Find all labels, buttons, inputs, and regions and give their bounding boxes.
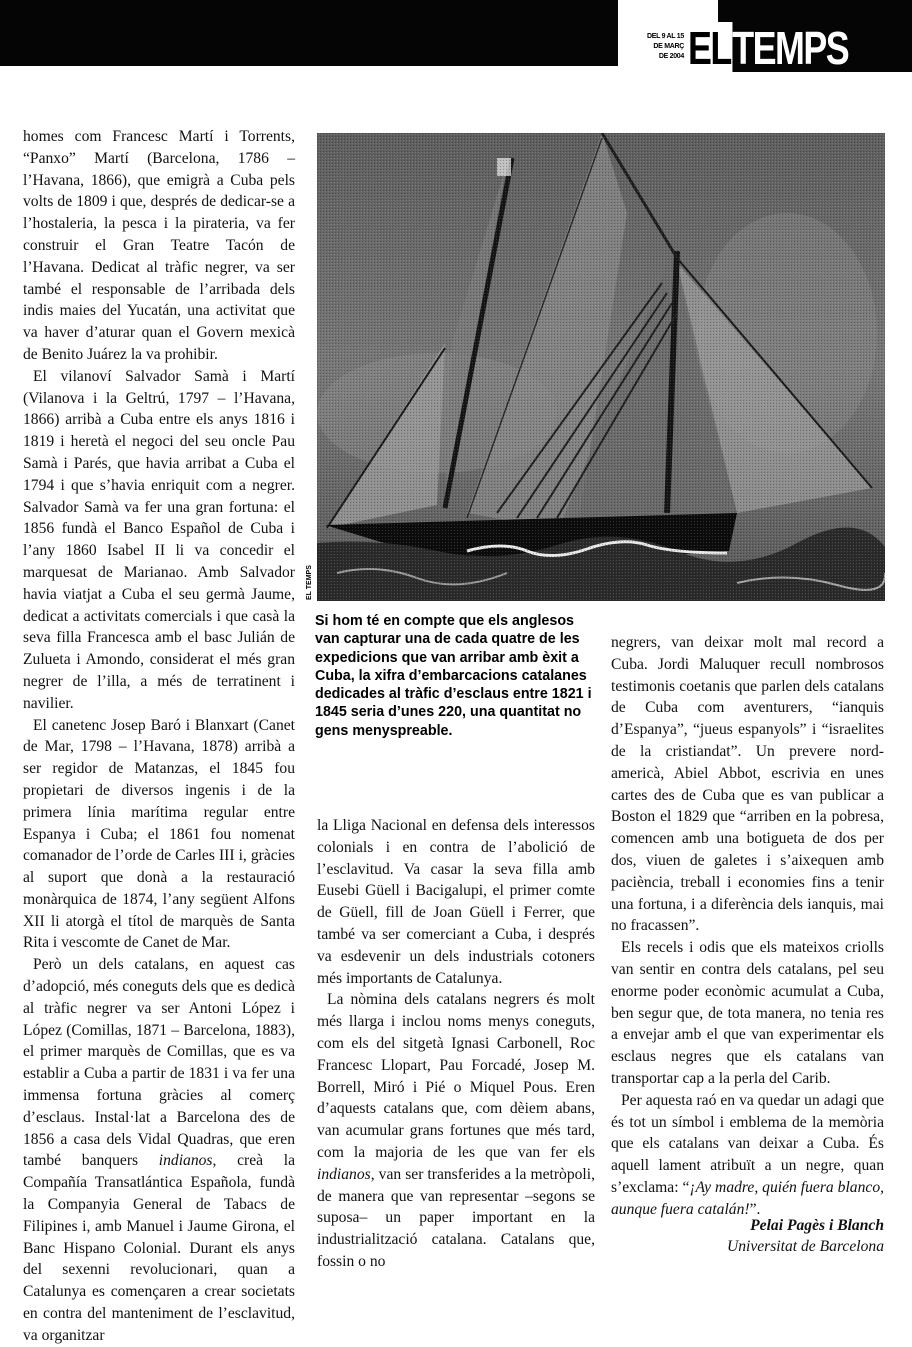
text-run: La nòmina dels catalans negrers és molt més llarga i inclou noms menys coneguts, com els del sitgetà Ignasi Carbonell, Roc Francesc Llopart, Pau Forcadé, Josep M. Borrell, Miró i Pié o Miquel Pous. Eren d’aquests catalans que, com dèiem abans, van acumular grans fortunes que més tard, com la majoria de les que van fer els <box>317 991 595 1161</box>
logo-temps: TEMPS <box>732 22 849 74</box>
paragraph: El canetenc Josep Baró i Blanxart (Canet de Mar, 1798 – l’Havana, 1878) arribà a ser regidor de Matanzas, el 1845 fou propietari de diversos ingenis i de la primera línia marítima regular entre Espanya i Cuba; el 1861 fou nomenat comanador de l’orde de Carles III i, gràcies al suport que donà a la restauració monàrquica de 1874, l’any següent Alfons XII li atorgà el títol de marquès de Santa Rita i vescomte de Canet de Mar. <box>23 716 295 952</box>
paragraph: homes com Francesc Martí i Torrents, “Panxo” Martí (Barcelona, 1786 – l’Havana, 1866), que emigrà a Cuba pels volts de 1809 i que, després de dedicar-se a l’hostaleria, la pesca i la pirateria, va fer construir el Gran Teatre Tacón de l’Havana. Dedicat al tràfic negrer, va ser també el responsable de l’arribada dels indis maies del Yucatán, una activitat que va haver d’aturar quan el Govern mexicà de Benito Juárez la va prohibir. <box>23 128 295 363</box>
issue-date-line: DE 2004 <box>658 53 684 60</box>
issue-date-line: DEL 9 AL 15 <box>646 33 684 40</box>
paragraph <box>611 1090 884 1221</box>
article-column-3 <box>611 632 884 1221</box>
header-black-band <box>0 0 618 66</box>
paragraph: negrers, van deixar molt mal record a Cuba. Jordi Maluquer recull nombrosos testimonis coetanis que parlen dels catalans de Cuba com aventurers, “ianquis d’Espanya”, “jueus espanyols” i “israelites de la cristiandat”. Un prevere nord-americà, Abiel Abbot, escrivia en unes cartes des de Cuba que es van publicar a Boston el 1829 que “arriben en la pobresa, comencen amb una botigueta de dos per dos, viuen de galetes i s’aixequen amb paciència, treball i economies fins a tenir una fortuna, i a diferència dels ianquis, mai no fracassen”. <box>611 634 884 935</box>
article-column-2 <box>317 815 595 1273</box>
italic-term: indianos <box>317 1165 371 1183</box>
paragraph: El vilanoví Salvador Samà i Martí (Vilanova i la Geltrú, 1797 – l’Havana, 1866) arribà a Cuba entre els anys 1816 i 1819 i heretà el negoci del seu oncle Pau Samà i Parés, que havia arribat a Cuba el 1794 i que s’havia enriquit com a negrer. Salvador Samà va fer una gran fortuna: el 1856 fundà el Banco Español de Cuba i l’any 1860 Isabel II li va concedir el marquesat de Marianao. Amb Salvador havia viatjat a Cuba el seu germà Jaume, dedicat a activitats comercials i que casà la seva filla Francesca amb el basc Julián de Zulueta i Amondo, considerat el més gran negrer de l’illa, a més de terratinent i navilier. <box>23 367 295 712</box>
text-run: ”. <box>749 1200 761 1218</box>
issue-date <box>632 32 684 62</box>
italic-quote: ¡Ay madre, quién fuera blanco, aunque fuera catalán! <box>611 1178 885 1218</box>
ship-painting-photo <box>317 133 885 601</box>
photo-credit: EL TEMPS <box>306 565 313 600</box>
logo-el: EL <box>688 22 731 74</box>
paragraph <box>317 989 595 1272</box>
italic-term: indianos <box>158 1152 213 1170</box>
paragraph <box>23 954 295 1346</box>
paragraph: la Lliga Nacional en defensa dels interessos colonials i en contra de l’abolició de l’esclavitud. Va casar la seva filla amb Eusebi Güell i Bacigalupi, el primer comte de Güell, fill de Joan Güell i Ferrer, que també va ser comerciant a Cuba, i després va esdevenir un dels industrials cotoners més importants de Catalunya. <box>317 817 595 987</box>
issue-date-line: DE MARÇ <box>653 43 684 50</box>
author-affiliation: Universitat de Barcelona <box>726 1238 884 1255</box>
text-run: Per aquesta raó en va quedar un adagi que és tot un símbol i emblema de la memòria que els catalans van deixar a Cuba. És aquell lament atribuït a un negre, quan s’exclama: “ <box>611 1091 884 1196</box>
sailing-ship-illustration <box>317 133 885 601</box>
text-run: , creà la Compañía Transatlántica Española, fundà la Companyia General de Tabacs de Filipines i, amb Manuel i Jaume Girona, el Banc Hispano Colonial. Durant els anys del sexenni revolucionari, quan a Catalunya es començaren a crear societats en contra del manteniment de l’esclavitud, va organitzar <box>23 1152 295 1344</box>
text-run: , van ser transferides a la metròpoli, de manera que van representar –segons se suposa– un paper important en la industrialització catalana. Catalans que, fossin o no <box>317 1165 595 1270</box>
article-signature <box>611 1215 884 1257</box>
paragraph: Els recels i odis que els mateixos criolls van sentir en contra dels catalans, pel seu enorme poder econòmic acumulat a Cuba, ben segur que, de tota manera, no tenia res a envejar amb el que van experimentar els esclaus negres que els catalans van transportar cap a la perla del Carib. <box>611 939 884 1087</box>
article-column-1 <box>23 126 295 1347</box>
pull-quote: Si hom té en compte que els anglesos van capturar una de cada quatre de les expedicions que van arribar amb èxit a Cuba, la xifra d’embarcacions catalanes dedicades al tràfic d’esclaus entre 1821 i 1845 seria d’unes 220, una quantitat no gens menyspreable. <box>315 613 592 739</box>
text-run: Però un dels catalans, en aquest cas d’adopció, més coneguts dels que es dedicà al tràfic negrer va ser Antoni López i López (Comillas, 1871 – Barcelona, 1883), el primer marquès de Comillas, que es va establir a Cuba a partir de 1831 i va fer una immensa fortuna gràcies al comerç d’esclaus. Instal·lat a Barcelona des de 1856 a casa dels Vidal Quadras, que eren també banquers <box>23 956 295 1170</box>
publication-logo <box>688 24 848 72</box>
author-name: Pelai Pagès i Blanch <box>750 1217 884 1234</box>
